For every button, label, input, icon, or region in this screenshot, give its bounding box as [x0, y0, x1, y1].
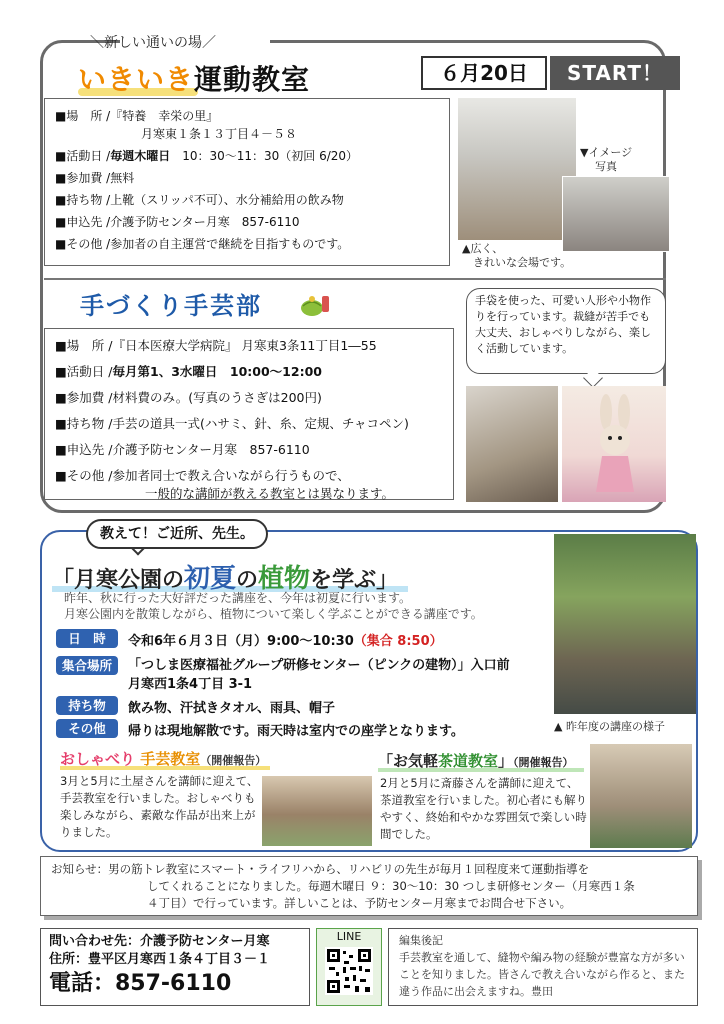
notice-line: お知らせ：男の筋トレ教室にスマート・ライフリハから、リハビリの先生が毎月１回程度来て運動指導を	[51, 862, 590, 876]
start-label: START！	[550, 56, 680, 90]
oshiete-tab: 教えて！ご近所、先生。	[86, 519, 268, 549]
lecture-title-season: 初夏	[184, 564, 237, 594]
info-row-apply	[55, 211, 439, 233]
image-caption: ▼イメージ 写真	[580, 146, 633, 173]
row-label: ■参加費 /	[55, 390, 113, 405]
shugei-row	[55, 385, 443, 411]
report-left-text: 3月と5月に土屋さんを講師に迎えて、手芸教室を行いました。おしゃべりも楽しみながら、素敵な作品が出来上がりました。	[60, 774, 259, 839]
report-left-title	[60, 748, 266, 769]
datetime-text: 令和6年６月３日（月）9:00～10:30	[128, 634, 354, 649]
report-left-pre: おしゃべり	[60, 750, 136, 768]
lead-line: 月寒公園内を散策しながら、植物について楽しく学ぶことができる講座です。	[64, 607, 483, 621]
line-qr-box[interactable]	[316, 928, 382, 1006]
row-value: 参加者同士で教え合いながら行うもので、	[112, 468, 350, 483]
row-value: 毎月第1、3水曜日 10:00～12:00	[112, 364, 322, 379]
value-belongings: 飲み物、汗拭きタオル、雨具、帽子	[128, 701, 335, 716]
value-meeting-place	[128, 656, 510, 694]
lecture-title-plants: 植物	[258, 564, 311, 594]
row-value: 参加者の自主運営で継続を目指すものです。	[110, 237, 350, 251]
row-value: 介護予防センター月寒 857-6110	[110, 215, 300, 229]
ikiiki-title-rest: 運動教室	[194, 63, 311, 96]
shugei-row	[55, 411, 443, 437]
info-row-day	[55, 145, 439, 167]
label-datetime: 日 時	[56, 629, 118, 648]
label-meeting-place: 集合場所	[56, 656, 118, 675]
row-label: ■場 所 /	[55, 109, 111, 123]
row-extra: 10：30～11：30（初回 6/20）	[170, 149, 359, 163]
row-label: ■活動日 /	[55, 149, 111, 163]
row-value: 材料費のみ。(写真のうさぎは200円)	[112, 390, 322, 405]
gather-time: （集合 8:50）	[353, 634, 443, 649]
ikiiki-title	[78, 58, 310, 98]
report-right-pre: 「お気軽	[378, 752, 439, 770]
exercise-photo	[562, 176, 670, 252]
lecture-title-part: を学ぶ」	[310, 568, 399, 593]
meeting-place-address: 月寒西1条4丁目 3-1	[128, 677, 253, 692]
rabbit-doll-icon	[592, 394, 638, 494]
report-left-note: （開催報告）	[200, 754, 267, 767]
meeting-place-text: 「つしま医療福祉グループ研修センター（ピンクの建物）」入口前	[128, 658, 510, 673]
notice-box	[40, 856, 698, 916]
shugei-title: 手づくり手芸部	[80, 292, 262, 320]
info-row-fee	[55, 167, 439, 189]
lecture-title-part: 「月寒公園の	[52, 568, 185, 593]
handcraft-group-photo	[262, 776, 372, 846]
craft-class-photo	[466, 386, 558, 502]
ikiiki-title-accent: いきいき	[78, 63, 195, 96]
line-label: LINE	[336, 930, 362, 943]
report-right-title	[378, 750, 574, 771]
row-label: ■場 所 /	[55, 338, 113, 353]
shugei-row	[55, 437, 443, 463]
report-right-post: 」	[498, 752, 514, 770]
row-value: 一般的な講師が教える教室とは異なります。	[145, 486, 395, 501]
info-row-items	[55, 189, 439, 211]
report-right-note: （開催報告）	[513, 756, 574, 769]
lecture-lead	[64, 590, 483, 622]
row-label: ■申込先 /	[55, 442, 113, 457]
row-value: 上靴（スリッパ不可）、水分補給用の飲み物	[110, 193, 344, 207]
lead-line: 昨年、秋に行った大好評だった講座を、今年は初夏に行います。	[64, 591, 412, 605]
tree-caption: ▲ 昨年度の講座の様子	[554, 720, 665, 733]
info-row-other	[55, 233, 439, 255]
value-other: 帰りは現地解散です。雨天時は室内での座学となります。	[128, 724, 464, 739]
row-label: ■参加費 /	[55, 171, 111, 185]
contact-org: 問い合わせ先：介護予防センター月寒	[49, 934, 270, 949]
report-right-name: 茶道教室	[438, 752, 499, 770]
row-label: ■その他 /	[55, 468, 113, 483]
contact-address: 住所：豊平区月寒西１条４丁目３－１	[49, 952, 271, 967]
contact-box	[40, 928, 310, 1006]
label-other: その他	[56, 719, 118, 738]
row-label: ■持ち物 /	[55, 416, 113, 431]
row-label: ■持ち物 /	[55, 193, 111, 207]
report-right-text: 2月と5月に斎藤さんを講師に迎えて、茶道教室を行いました。初心者にも解りやすく、終始和やかな雰囲気で楽しい時間でした。	[380, 776, 587, 841]
report-left-name: 手芸教室	[140, 750, 201, 768]
row-value: 『日本医療大学病院』 月寒東3条11丁目1―55	[112, 338, 377, 353]
editor-note-box	[388, 928, 698, 1006]
contact-phone: 電話：857-6110	[49, 971, 232, 996]
park-tree-photo	[554, 534, 696, 714]
row-value: 毎週木曜日	[110, 149, 171, 163]
row-value: 無料	[110, 171, 135, 185]
start-date: ６月20日	[421, 56, 547, 90]
row-value: 月寒東１条１３丁目４－５８	[141, 127, 298, 141]
shugei-row	[55, 359, 443, 385]
row-value: 介護予防センター月寒 857-6110	[112, 442, 310, 457]
row-value: 『特養 幸栄の里』	[110, 109, 219, 123]
section-divider	[44, 278, 666, 280]
shugei-row	[55, 333, 443, 359]
shugei-info-box	[44, 328, 454, 500]
notice-line: してくれることになりました。毎週木曜日 ９：30～10：30 つしま研修センター（月寒西１条	[147, 879, 635, 893]
top-label: ＼新しい通いの場／	[90, 35, 216, 51]
lecture-title-part: の	[236, 568, 259, 593]
label-belongings: 持ち物	[56, 696, 118, 715]
row-label: ■その他 /	[55, 237, 111, 251]
editor-heading: 編集後記	[399, 934, 443, 947]
hall-photo	[458, 98, 576, 240]
row-label: ■活動日 /	[55, 364, 113, 379]
row-value: 手芸の道具一式(ハサミ、針、糸、定規、チャコペン)	[112, 416, 409, 431]
yarn-icon	[300, 290, 330, 318]
editor-text: 手芸教室を通して、縫物や編み物の経験が豊富な方が多いことを知りました。皆さんで教え合いながら作ると、また違う作品に出会えますね。豊田	[399, 951, 685, 998]
value-datetime	[128, 630, 443, 649]
shugei-speech-bubble: 手袋を使った、可愛い人形や小物作りを行っています。裁縫が苦手でも大丈夫、おしゃべりしながら、楽しく活動しています。	[466, 288, 666, 374]
hall-caption: ▲広く、 きれいな会場です。	[462, 242, 572, 269]
ikiiki-info-box	[44, 98, 450, 266]
row-label: ■申込先 /	[55, 215, 111, 229]
notice-line: ４丁目）で行っています。詳しいことは、予防センター月寒までお問合せ下さい。	[147, 896, 572, 910]
tea-ceremony-photo	[590, 744, 692, 848]
qr-code-icon[interactable]	[325, 947, 373, 995]
